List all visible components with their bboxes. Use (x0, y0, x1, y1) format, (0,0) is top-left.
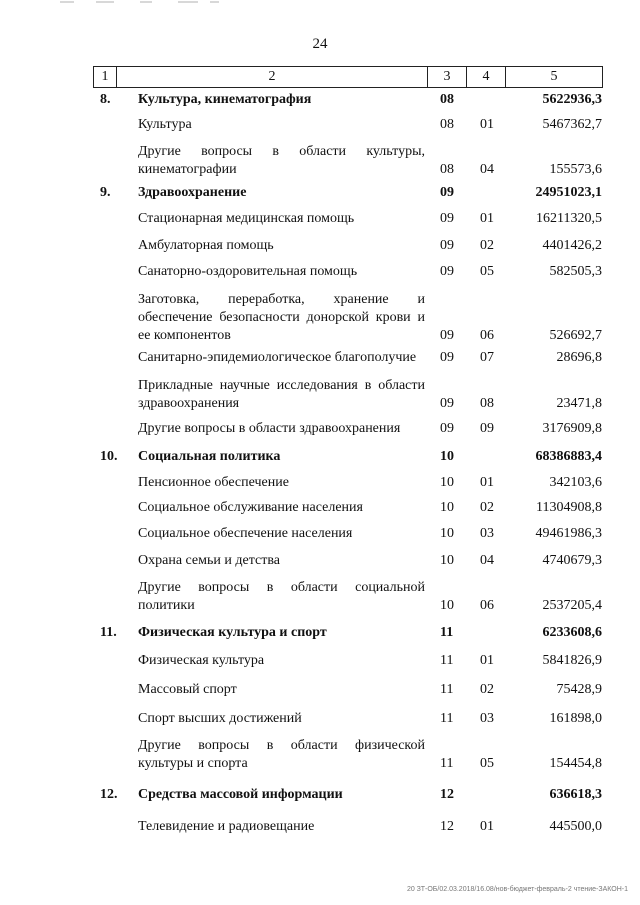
row-amount: 445500,0 (549, 819, 602, 834)
row-name: Средства массовой информации (138, 787, 343, 802)
row-amount: 5622936,3 (542, 92, 602, 107)
section-code: 10 (440, 500, 454, 515)
row-name: Охрана семьи и детства (138, 553, 280, 568)
footer-note: 20 ЗТ-ОБ/02.03.2018/16.08/нов-бюджет-февраль-2 чтение-ЗАКОН-1 (406, 886, 628, 893)
row-amount: 23471,8 (556, 396, 602, 411)
table-row (0, 818, 640, 836)
row-name: Санитарно-эпидемиологическое благополучие (138, 350, 417, 365)
table-row (0, 420, 640, 438)
row-amount: 75428,9 (556, 682, 602, 697)
subsection-code: 03 (480, 526, 494, 541)
subsection-code: 01 (480, 211, 494, 226)
table-row (0, 499, 640, 517)
section-row (0, 184, 640, 202)
section-row (0, 91, 640, 109)
subsection-code: 05 (480, 264, 494, 279)
row-amount: 526692,7 (549, 328, 602, 343)
header-col-4: 4 (466, 67, 505, 87)
section-code: 11 (440, 625, 454, 640)
row-number: 9. (100, 185, 111, 200)
row-name: Физическая культура (138, 653, 265, 668)
section-code: 09 (440, 350, 454, 365)
subsection-code: 07 (480, 350, 494, 365)
row-amount: 6233608,6 (542, 625, 602, 640)
row-name: Культура, кинематография (138, 92, 312, 107)
header-col-3: 3 (427, 67, 466, 87)
section-code: 11 (440, 682, 454, 697)
row-name: Другие вопросы в области культуры, кинематографии (138, 144, 425, 177)
row-number: 12. (100, 787, 118, 802)
table-row (0, 116, 640, 134)
section-row (0, 786, 640, 804)
row-amount: 582505,3 (549, 264, 602, 279)
section-code: 11 (440, 653, 454, 668)
table-header-row (93, 66, 603, 88)
row-amount: 2537205,4 (542, 598, 602, 613)
row-amount: 49461986,3 (535, 526, 602, 541)
row-name: Здравоохранение (138, 185, 247, 200)
section-code: 09 (440, 185, 454, 200)
subsection-code: 02 (480, 500, 494, 515)
row-name: Прикладные научные исследования в области здравоохранения (138, 378, 425, 411)
section-code: 09 (440, 421, 454, 436)
subsection-code: 04 (480, 162, 494, 177)
table-row (0, 652, 640, 670)
subsection-code: 01 (480, 117, 494, 132)
row-name: Телевидение и радиовещание (138, 819, 315, 834)
subsection-code: 06 (480, 598, 494, 613)
row-amount: 5467362,7 (542, 117, 602, 132)
section-code: 09 (440, 264, 454, 279)
row-amount: 4401426,2 (542, 238, 602, 253)
table-row (0, 681, 640, 699)
table-row (0, 237, 640, 255)
section-code: 10 (440, 475, 454, 490)
table-row (0, 291, 640, 345)
row-name: Другие вопросы в области социальной политики (138, 580, 425, 613)
row-amount: 4740679,3 (542, 553, 602, 568)
section-code: 08 (440, 117, 454, 132)
table-row (0, 579, 640, 615)
section-code: 09 (440, 396, 454, 411)
row-amount: 161898,0 (549, 711, 602, 726)
table-row (0, 552, 640, 570)
subsection-code: 04 (480, 553, 494, 568)
row-amount: 154454,8 (549, 756, 602, 771)
section-code: 08 (440, 162, 454, 177)
subsection-code: 06 (480, 328, 494, 343)
table-row (0, 737, 640, 773)
row-amount: 3176909,8 (542, 421, 602, 436)
row-amount: 5841826,9 (542, 653, 602, 668)
table-row (0, 263, 640, 281)
row-name: Заготовка, переработка, хранение и обеспечение безопасности донорской крови и ее компонентов (138, 292, 425, 343)
row-name: Санаторно-оздоровительная помощь (138, 264, 358, 279)
section-row (0, 624, 640, 642)
table-row (0, 210, 640, 228)
row-name: Амбулаторная помощь (138, 238, 274, 253)
row-amount: 11304908,8 (536, 500, 602, 515)
subsection-code: 01 (480, 819, 494, 834)
table-row (0, 474, 640, 492)
section-row (0, 448, 640, 466)
header-col-1: 1 (101, 69, 109, 84)
section-code: 08 (440, 92, 454, 107)
section-code: 12 (440, 787, 454, 802)
row-amount: 68386883,4 (535, 449, 602, 464)
section-code: 10 (440, 553, 454, 568)
row-amount: 342103,6 (549, 475, 602, 490)
section-code: 10 (440, 449, 454, 464)
row-name: Другие вопросы в области физической культуры и спорта (138, 738, 425, 771)
row-number: 8. (100, 92, 111, 107)
subsection-code: 01 (480, 653, 494, 668)
section-code: 09 (440, 211, 454, 226)
section-code: 11 (440, 711, 454, 726)
row-name: Социальное обслуживание населения (138, 500, 363, 515)
header-col-2: 2 (116, 67, 427, 87)
row-name: Стационарная медицинская помощь (138, 211, 355, 226)
row-name: Социальная политика (138, 449, 281, 464)
section-code: 09 (440, 328, 454, 343)
subsection-code: 02 (480, 238, 494, 253)
section-code: 11 (440, 756, 454, 771)
section-code: 12 (440, 819, 454, 834)
page-number: 24 (312, 36, 328, 52)
row-amount: 28696,8 (556, 350, 602, 365)
row-name: Социальное обеспечение населения (138, 526, 353, 541)
subsection-code: 02 (480, 682, 494, 697)
row-number: 10. (100, 449, 118, 464)
table-row (0, 349, 640, 367)
subsection-code: 03 (480, 711, 494, 726)
row-number: 11. (100, 625, 117, 640)
section-code: 10 (440, 526, 454, 541)
row-amount: 24951023,1 (535, 185, 602, 200)
row-amount: 16211320,5 (536, 211, 602, 226)
table-row (0, 377, 640, 413)
row-amount: 636618,3 (549, 787, 602, 802)
row-name: Спорт высших достижений (138, 711, 302, 726)
header-col-5: 5 (505, 67, 602, 87)
subsection-code: 05 (480, 756, 494, 771)
section-code: 10 (440, 598, 454, 613)
row-name: Пенсионное обеспечение (138, 475, 289, 490)
subsection-code: 09 (480, 421, 494, 436)
row-name: Физическая культура и спорт (138, 625, 327, 640)
table-row (0, 525, 640, 543)
row-amount: 155573,6 (549, 162, 602, 177)
row-name: Другие вопросы в области здравоохранения (138, 421, 401, 436)
scan-top-strip (0, 0, 640, 6)
table-row (0, 143, 640, 179)
row-name: Культура (138, 117, 192, 132)
subsection-code: 01 (480, 475, 494, 490)
table-row (0, 710, 640, 728)
subsection-code: 08 (480, 396, 494, 411)
row-name: Массовый спорт (138, 682, 237, 697)
section-code: 09 (440, 238, 454, 253)
